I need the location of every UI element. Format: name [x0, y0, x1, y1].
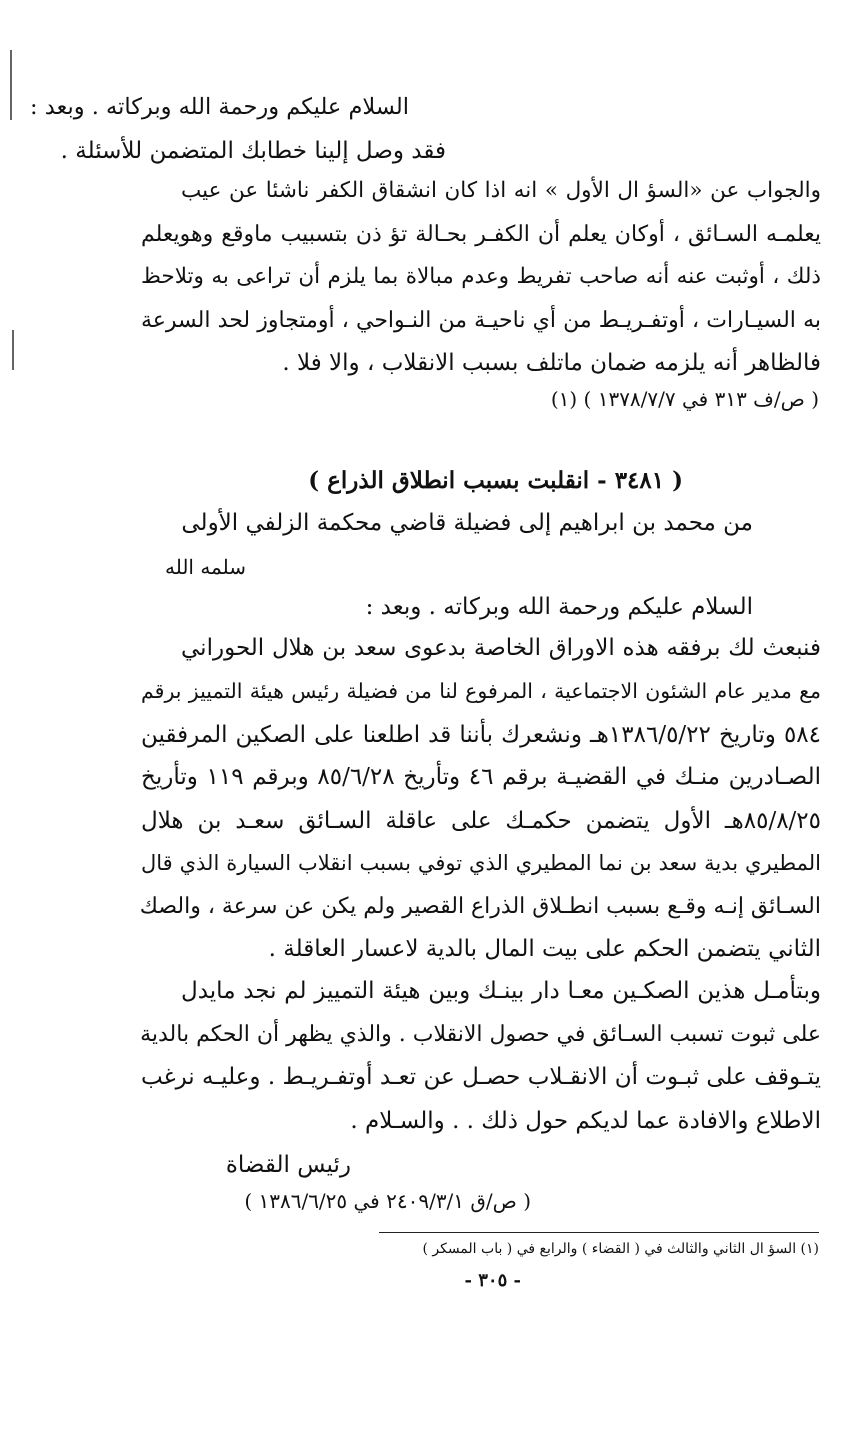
body-line: به السيـارات ، أوتفـريـط من أي ناحيـة من النـواحي ، أومتجاوز لحد السرعة [141, 308, 821, 333]
body-line: الاطلاع والافادة عما لديكم حول ذلك . . والسـلام . [350, 1108, 821, 1134]
body-line: والجواب عن «السؤ ال الأول » انه اذا كان انشقاق الكفر ناشئا عن عيب [181, 178, 821, 203]
body-line: ذلك ، أوثبت عنه أنه صاحب تفريط وعدم مبالاة بما يلزم أن تراعى به وتلاحظ [141, 264, 821, 289]
address-line: من محمد بن ابراهيم إلى فضيلة قاضي محكمة الزلفي الأولى [181, 510, 753, 536]
body-line: على ثبوت تسبب السـائق في حصول الانقلاب . والذي يظهر أن الحكم بالدية [140, 1022, 821, 1047]
opening-line: فقد وصل إلينا خطابك المتضمن للأسئلة . [60, 138, 446, 164]
body-line: الثاني يتضمن الحكم على بيت المال بالدية لاعسار العاقلة . [268, 936, 821, 962]
scan-edge-mark [12, 330, 14, 370]
footnote: (١) السؤ ال الثاني والثالث في ( القضاء ) والرابع في ( باب المسكر ) [422, 1241, 819, 1257]
body-line: الصـادرين منـك في القضيـة برقم ٤٦ وتأريخ ٨٥/٦/٢٨ وبرقم ١١٩ وتأريخ [141, 764, 821, 790]
body-line: ٥٨٤ وتاريخ ١٣٨٦/٥/٢٢هـ ونشعرك بأننا قد اطلعنا على الصكين المرفقين [141, 722, 821, 748]
signature: رئيس القضاة [225, 1152, 351, 1178]
body-line: فالظاهر أنه يلزمه ضمان ماتلف بسبب الانقلاب ، والا فلا . [282, 350, 821, 376]
body-line: فنبعث لك برفقه هذه الاوراق الخاصة بدعوى سعد بن هلال الحوراني [181, 635, 821, 661]
body-line: المطيري بدية سعد بن نما المطيري الذي توفي بسبب انقلاب السيارة الذي قال [141, 851, 821, 875]
reference-1: ( ص/ف ٣١٣ في ١٣٧٨/٧/٧ ) (١) [550, 387, 819, 411]
body-line: مع مدير عام الشئون الاجتماعية ، المرفوع لنا من فضيلة رئيس هيئة التمييز برقم [141, 679, 821, 703]
body-line: يعلمـه السـائق ، أوكان يعلم أن الكفـر بحـالة تؤ ذن بتسبيب ماوقع وهويعلم [141, 222, 821, 247]
blessing: سلمه الله [164, 555, 246, 579]
section-title: ( ٣٤٨١ - انقلبت بسبب انطلاق الذراع ) [308, 467, 683, 494]
body-line: السـائق إنـه وقـع بسبب انطـلاق الذراع القصير ولم يكن عن سرعة ، والصك [139, 894, 821, 919]
body-line: يتـوقف على ثبـوت أن الانقـلاب حصـل عن تعـد أوتفـريـط . وعليـه نرغب [141, 1064, 821, 1090]
greeting-1: السلام عليكم ورحمة الله وبركاته . وبعد : [30, 94, 409, 120]
page-number: - ٣٠٥ - [464, 1270, 521, 1291]
reference-2: ( ص/ق ٢٤٠٩/٣/١ في ١٣٨٦/٦/٢٥ ) [244, 1189, 531, 1213]
body-line: ٨٥/٨/٢٥هـ الأول يتضمن حكمـك على عاقلة السـائق سعـد بن هلال [141, 808, 821, 834]
greeting-2: السلام عليكم ورحمة الله وبركاته . وبعد : [365, 594, 753, 620]
body-line: وبتأمـل هذين الصكـين معـا دار بينـك وبين هيئة التمييز لم نجد مايدل [181, 978, 821, 1004]
footnote-rule [379, 1232, 819, 1233]
scan-edge-mark [10, 50, 12, 120]
